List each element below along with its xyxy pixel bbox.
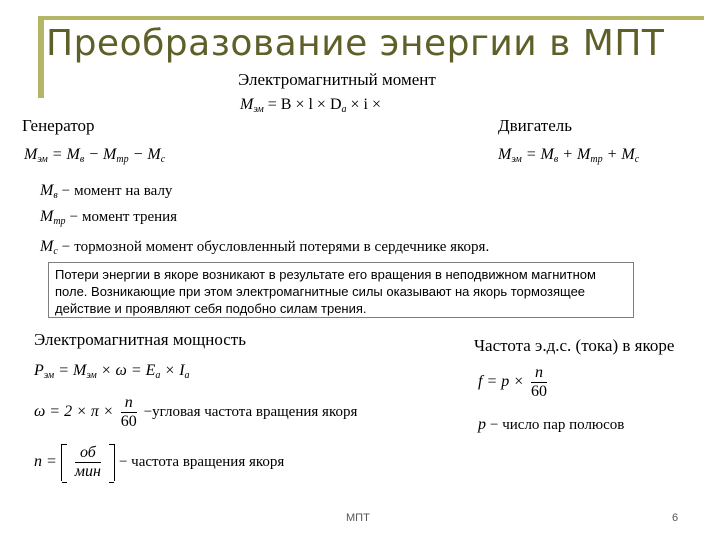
frequency-label: Частота э.д.с. (тока) в якоре [474,336,675,355]
page-number: 6 [672,512,679,524]
title-accent-horizontal-bar [38,16,704,20]
frequency-formula: f = p × $\frac{n}{60}$ [478,364,548,400]
definition-m-shaft: $M_в$ − момент на валу [40,182,173,201]
page-title: Преобразование энергии в МПТ [46,23,665,64]
em-power-formula: $P_{эм} = M_{эм} \times \omega = E_a \times I_a$ [34,362,190,381]
units-fraction: $\frac{об}{\text{мин}}$ [74,444,101,480]
angular-frequency-formula: ω = 2 × π × $\frac{n}{60}$ −угловая частота вращения якоря [34,394,358,430]
pole-pairs-definition: p − число пар полюсов [478,416,625,433]
em-moment-label: Электромагнитный момент [238,70,436,89]
footer-title: МПТ [346,512,370,524]
losses-note-box: Потери энергии в якоре возникают в результате его вращения в неподвижном магнитном поле. Возникающие при этом электромагнитные силы оказывают на якорь тормозящее действие и проявляют себя подобно силам трения. [48,262,634,318]
motor-label: Двигатель [498,116,573,135]
title-accent-vertical-bar [38,16,44,98]
em-power-label: Электромагнитная мощность [34,330,246,349]
definition-m-friction: $M_{тр}$ − момент трения [40,208,178,227]
motor-formula: $M_{эм} = M_в + M_{тр} + M_c$ [498,146,640,165]
rotation-speed-formula: n = $\frac{об}{\text{мин}}$ − частота вращения якоря [34,444,285,480]
definition-m-core: $M_c$ − тормозной момент обусловленный потерями в сердечнике якоря. [40,238,490,257]
units-bracket [61,444,115,481]
generator-formula: $M_{эм} = M_в - M_{тр} - M_c$ [24,146,166,165]
generator-label: Генератор [22,116,95,135]
frequency-fraction: $\frac{n}{60}$ [531,364,548,400]
angular-fraction: $\frac{n}{60}$ [120,394,137,430]
em-moment-formula: $M_{эм} = B \times l \times D_a \times i$ × [240,96,381,115]
